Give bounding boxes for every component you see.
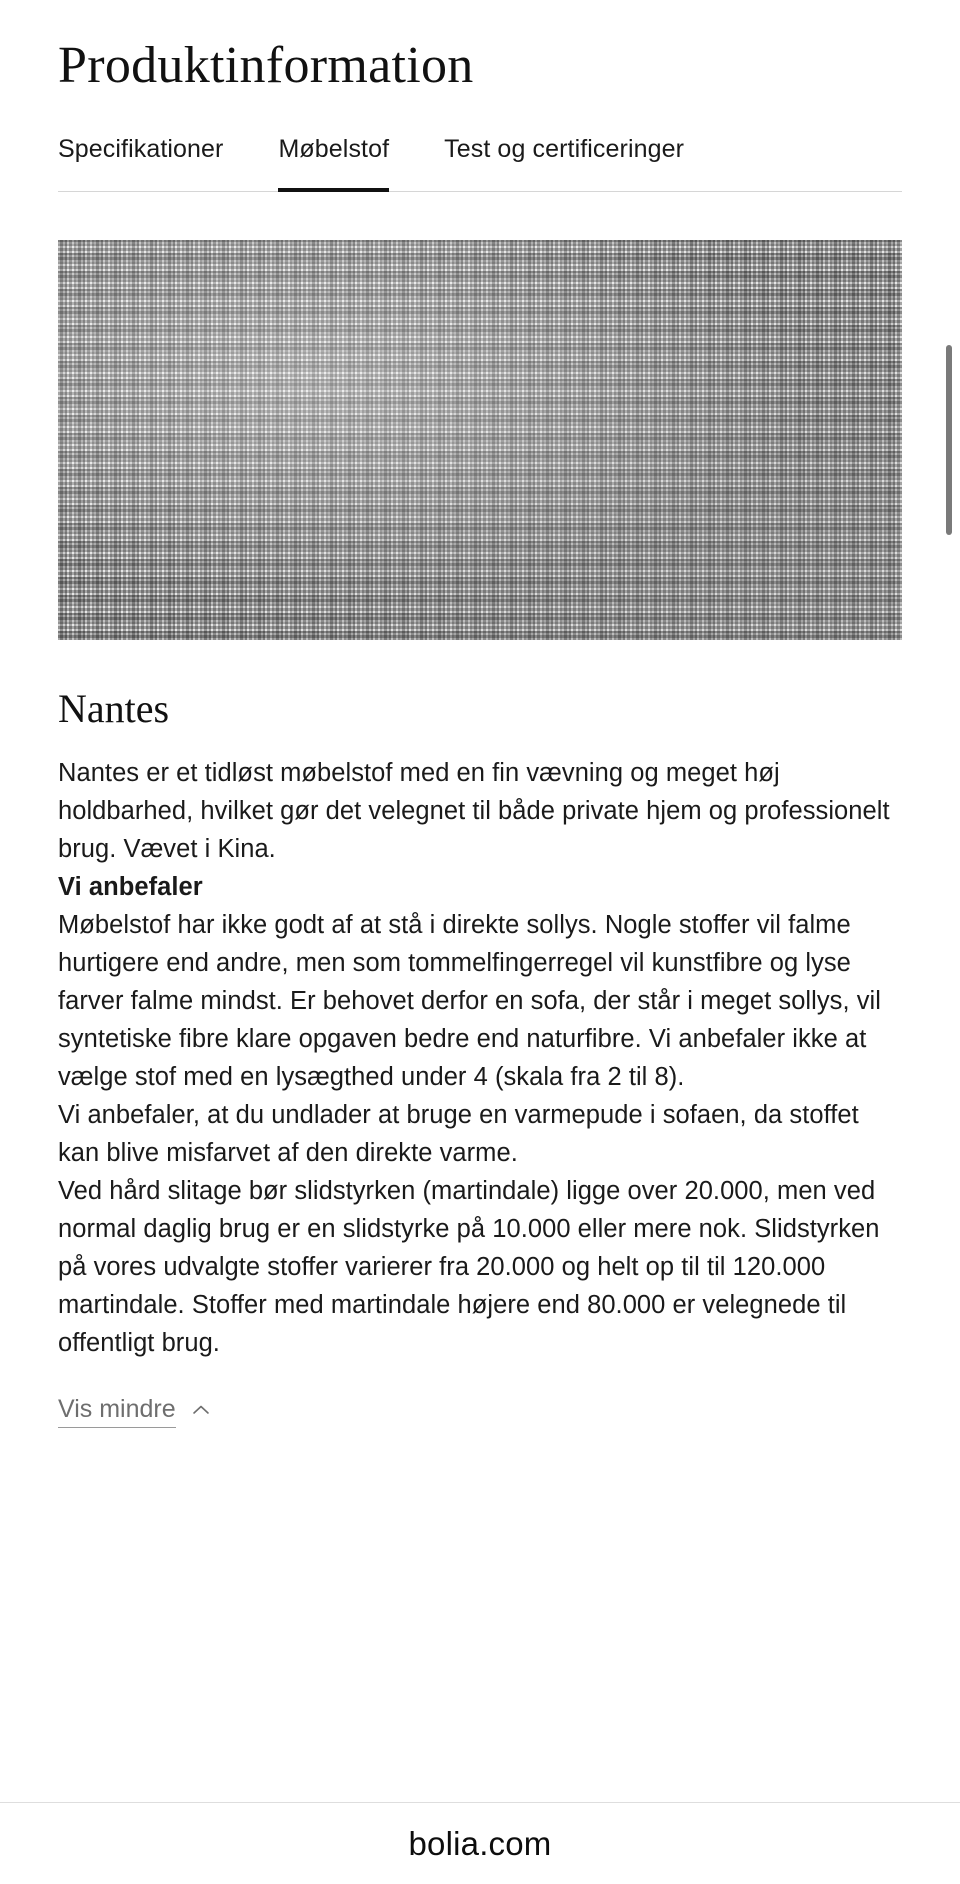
tab-list [58,137,902,192]
fabric-name-heading: Nantes [58,686,170,732]
footer-bar [0,1802,960,1884]
show-less-label: Vis mindre [58,1396,176,1428]
tab-test-og-certificeringer[interactable]: Test og certificeringer [444,135,685,164]
recommend-paragraph-2: Vi anbefaler, at du undlader at bruge en varmepude i sofaen, da stoffet kan blive misfarvet af den direkte varme. [58,1101,859,1168]
tab-mobelstof[interactable]: Møbelstof [278,137,389,192]
fabric-description [0,732,960,1362]
page-title: Produktinformation [58,37,474,94]
show-less-button[interactable] [58,1396,212,1428]
recommend-paragraph-3: Ved hård slitage bør slidstyrken (martindale) ligge over 20.000, men ved normal daglig brug er en slidstyrke på 10.000 eller mere nok. Slidstyrken på vores udvalgte stoffer varierer fra 20.000 og helt op til til 120.000 martindale. Stoffer med martindale højere end 80.000 er velegnede til offentligt brug. [58,1177,880,1358]
show-less-container [0,1362,960,1428]
tabs-container [0,137,960,192]
page-scrollbar[interactable] [942,0,952,1802]
tab-specifikationer[interactable]: Specifikationer [58,135,224,164]
recommend-paragraph-1: Møbelstof har ikke godt af at stå i direkte sollys. Nogle stoffer vil falme hurtigere end andre, men som tommelfingerregel vil kunstfibre og lyse farver falme mindst. Er behovet derfor en sofa, der står i meget sollys, vil syntetiske fibre klare opgaven bedre end naturfibre. Vi anbefaler ikke at vælge stof med en lysægthed under 4 (skala fra 2 til 8). [58,911,881,1092]
chevron-up-icon [190,1399,212,1421]
fabric-intro-paragraph: Nantes er et tidløst møbelstof med en fin vævning og meget høj holdbarhed, hvilket gør det velegnet til både private hjem og professionelt brug. Vævet i Kina. [58,759,890,864]
fabric-swatch-image [58,240,902,640]
recommend-heading: Vi anbefaler [58,873,203,902]
scrollbar-thumb[interactable] [946,345,952,535]
footer-brand-label: bolia.com [408,1824,552,1862]
